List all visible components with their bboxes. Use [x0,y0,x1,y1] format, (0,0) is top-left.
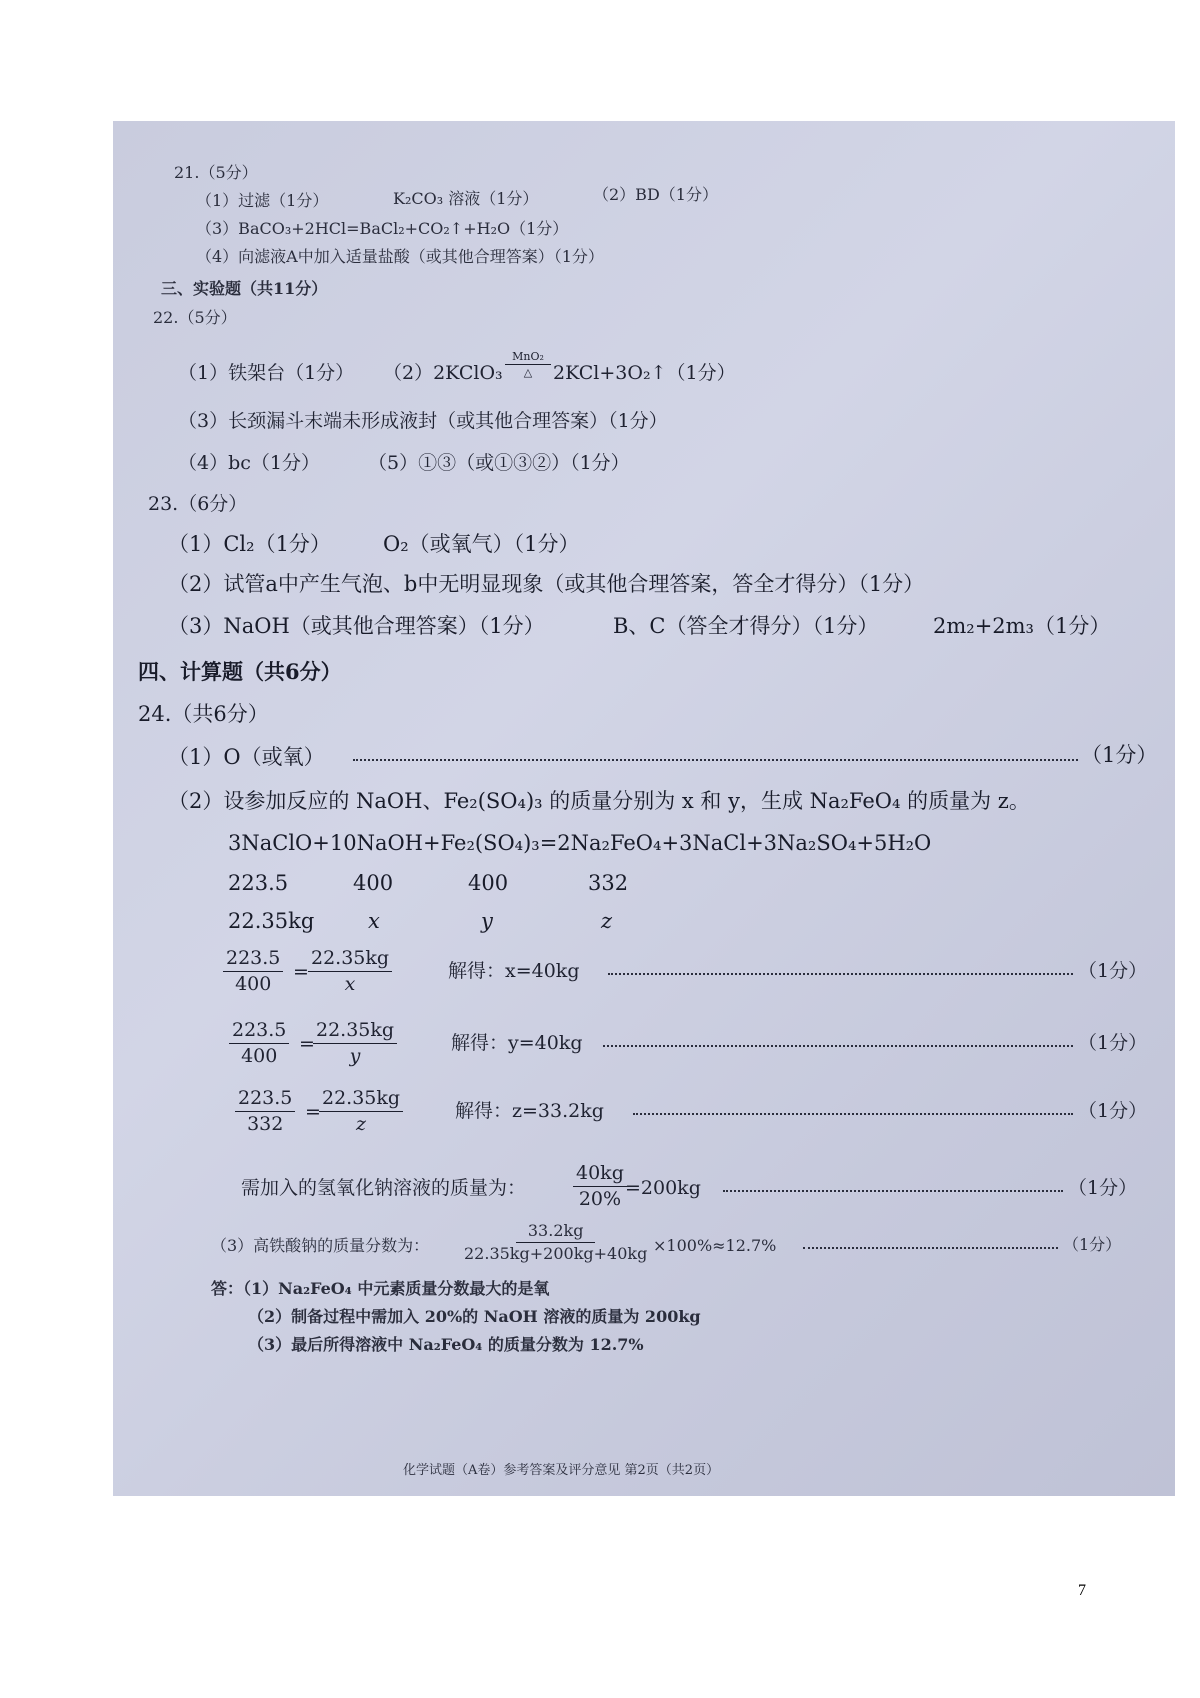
ratio3-denominator-2: z [356,1113,367,1135]
ratio2-score: （1分） [1078,1032,1148,1054]
ratio1-result: 解得：x=40kg [448,960,580,982]
q23-part3a: （3）NaOH（或其他合理答案）（1分） [168,614,545,638]
naoh-denominator: 20% [578,1188,622,1210]
ratio2-numerator-2: 22.35kg [313,1021,397,1044]
sheet-footer: 化学试题（A卷）参考答案及评分意见 第2页（共2页） [403,1463,720,1478]
scanned-answer-sheet [113,121,1175,1496]
catalyst-condition [505,351,551,378]
q21-part1b: K₂CO₃ 溶液（1分） [393,189,539,208]
q23-part1a: （1）Cl₂（1分） [168,532,331,556]
reaction-arrow-line [505,364,551,365]
q21-part3: （3）BaCO₃+2HCl=BaCl₂+CO₂↑+H₂O（1分） [196,219,569,238]
reaction-equation: 3NaClO+10NaOH+Fe₂(SO₄)₃=2Na₂FeO₄+3NaCl+3Na₂SO₄+5H₂O [228,831,932,855]
ratio1-denominator-2: x [344,973,356,995]
leader-dots [353,759,1078,761]
equals-sign: = [305,1101,321,1123]
ratio3-result: 解得：z=33.2kg [455,1100,604,1122]
ratio3-right [319,1089,403,1134]
q24-part1-score: （1分） [1081,743,1158,767]
q22-title: 22.（5分） [153,308,237,327]
ratio3-score: （1分） [1078,1100,1148,1122]
section-3-heading: 三、实验题（共11分） [161,279,328,298]
q22-part2-post: 2KCl+3O₂↑（1分） [553,362,736,384]
q22-part5: （5）①③（或①③②）（1分） [368,452,630,474]
ratio2-left [229,1021,289,1066]
naoh-score: （1分） [1068,1177,1138,1199]
molar-mass-4: 332 [588,871,629,895]
leader-dots [723,1190,1063,1192]
leader-dots [608,973,1073,975]
heat-symbol: △ [523,366,533,379]
answer-line-3: （3）最后所得溶液中 Na₂FeO₄ 的质量分数为 12.7% [248,1335,644,1354]
leader-dots [603,1045,1073,1047]
leader-dots [633,1113,1073,1115]
mass-fraction-result: ×100%≈12.7% [653,1236,777,1255]
leader-dots [803,1247,1058,1249]
q23-part3b: B、C（答全才得分）（1分） [613,614,879,638]
q23-title: 23.（6分） [148,493,248,515]
page-number: 7 [1078,1582,1086,1599]
q24-part3-score: （1分） [1063,1235,1122,1254]
ratio1-right [308,949,392,994]
naoh-result: =200kg [625,1177,701,1199]
ratio2-result: 解得：y=40kg [451,1032,583,1054]
answer-line-2: （2）制备过程中需加入 20%的 NaOH 溶液的质量为 200kg [248,1307,701,1326]
q22-part1: （1）铁架台（1分） [178,362,355,384]
q21-part4: （4）向滤液A中加入适量盐酸（或其他合理答案）（1分） [196,247,604,266]
ratio2-denominator-1: 400 [241,1045,278,1067]
ratio1-numerator-1: 223.5 [223,949,283,972]
molar-mass-3: 400 [468,871,509,895]
naoh-numerator: 40kg [573,1164,627,1187]
q21-part1a: （1）过滤（1分） [196,191,329,210]
ratio3-numerator-1: 223.5 [235,1089,295,1112]
mass-fraction-denominator: 22.35kg+200kg+40kg [464,1244,648,1263]
q22-part2-pre: （2）2KClO₃ [383,362,503,384]
q24-part2-setup: （2）设参加反应的 NaOH、Fe₂(SO₄)₃ 的质量分别为 x 和 y，生成 Na₂FeO₄ 的质量为 z。 [168,789,1030,813]
unknown-x: x [368,909,380,933]
q23-part3c: 2m₂+2m₃（1分） [933,614,1111,638]
q22-part3: （3）长颈漏斗末端未形成液封（或其他合理答案）（1分） [178,410,668,432]
q22-part4: （4）bc（1分） [178,452,320,474]
molar-mass-1: 223.5 [228,871,289,895]
q24-part1: （1）O（或氧） [168,745,325,769]
unknown-y: y [481,909,493,933]
q24-title: 24.（共6分） [138,702,269,726]
section-4-heading: 四、计算题（共6分） [138,659,342,684]
mass-fraction-numerator: 33.2kg [516,1223,596,1243]
catalyst-top: MnO₂ [512,350,544,363]
q24-part3-label: （3）高铁酸钠的质量分数为： [211,1236,430,1255]
naoh-solution-label: 需加入的氢氧化钠溶液的质量为： [241,1177,527,1199]
q23-part2: （2）试管a中产生气泡、b中无明显现象（或其他合理答案，答全才得分）（1分） [168,572,925,596]
equals-sign: = [299,1033,315,1055]
ratio1-left [223,949,283,994]
ratio3-numerator-2: 22.35kg [319,1089,403,1112]
unknown-z: z [601,909,613,933]
ratio2-right [313,1021,397,1066]
ratio1-denominator-1: 400 [235,973,272,995]
given-mass: 22.35kg [228,909,315,933]
ratio1-numerator-2: 22.35kg [308,949,392,972]
ratio1-score: （1分） [1078,960,1148,982]
naoh-fraction [573,1164,627,1209]
ratio3-denominator-1: 332 [247,1113,284,1135]
q23-part1b: O₂（或氧气）（1分） [383,532,580,556]
q21-title: 21.（5分） [174,163,258,182]
q21-part2: （2）BD（1分） [593,185,718,204]
mass-fraction [461,1223,650,1262]
ratio3-left [235,1089,295,1134]
equals-sign: = [293,961,309,983]
answer-line-1: 答：（1）Na₂FeO₄ 中元素质量分数最大的是氧 [211,1279,550,1298]
molar-mass-2: 400 [353,871,394,895]
ratio2-numerator-1: 223.5 [229,1021,289,1044]
ratio2-denominator-2: y [349,1045,361,1067]
